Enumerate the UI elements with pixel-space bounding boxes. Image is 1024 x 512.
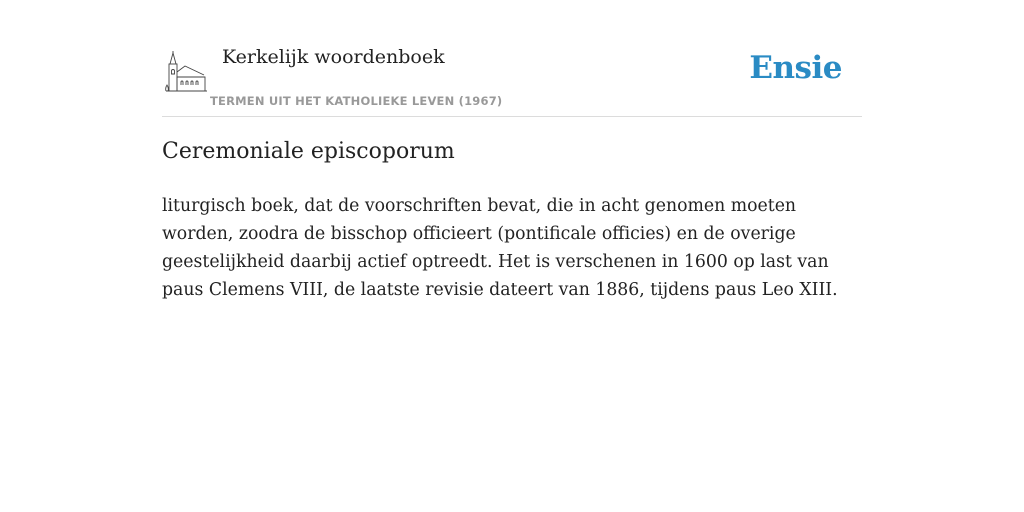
ensie-logo-link[interactable]: Ensie xyxy=(749,50,842,86)
dictionary-title[interactable]: Kerkelijk woordenboek xyxy=(222,46,445,68)
dictionary-header xyxy=(162,40,862,117)
entry-definition: liturgisch boek, dat de voorschriften bevat, die in acht genomen moeten worden, zoodra de bisschop officieert (pontificale officies) en de overige geestelijkheid daarbij actief optreedt. Het is verschenen in 1600 op last van paus Clemens VIII, de laatste revisie dateert van 1886, tijdens paus Leo XIII. xyxy=(162,196,838,300)
entry-term: Ceremoniale episcoporum xyxy=(162,139,455,164)
church-icon[interactable] xyxy=(165,50,207,94)
dictionary-subtitle: TERMEN UIT HET KATHOLIEKE LEVEN (1967) xyxy=(210,94,503,108)
